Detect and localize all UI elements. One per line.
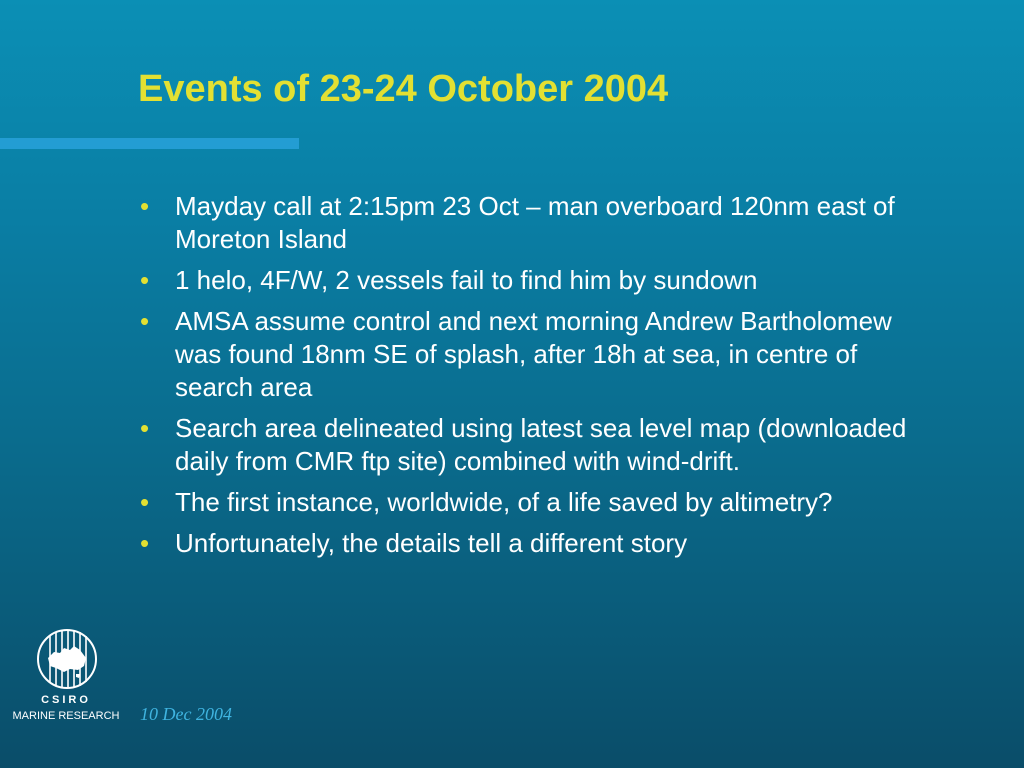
csiro-logo-icon [36, 628, 98, 690]
csiro-logo [10, 628, 122, 728]
bullet-text: Mayday call at 2:15pm 23 Oct – man overboard 120nm east of Moreton Island [175, 191, 895, 254]
bullet-list [138, 190, 938, 568]
bullet-dot-icon: • [140, 413, 150, 443]
bullet-item [138, 412, 938, 478]
bullet-item [138, 527, 938, 560]
bullet-text: Unfortunately, the details tell a different story [175, 528, 688, 558]
bullet-dot-icon: • [140, 191, 150, 221]
slide-date: 10 Dec 2004 [140, 704, 232, 724]
bullet-item [138, 190, 938, 256]
logo-wordmark: CSIRO [41, 694, 91, 706]
bullet-item [138, 264, 938, 297]
logo-subtitle: MARINE RESEARCH [12, 710, 120, 722]
bullet-text: AMSA assume control and next morning Andrew Bartholomew was found 18nm SE of splash, after 18h at sea, in centre of search area [175, 306, 892, 402]
bullet-dot-icon: • [140, 528, 150, 558]
slide-title: Events of 23-24 October 2004 [138, 68, 669, 110]
bullet-text: The first instance, worldwide, of a life saved by altimetry? [175, 487, 833, 517]
bullet-dot-icon: • [140, 487, 150, 517]
bullet-text: Search area delineated using latest sea level map (downloaded daily from CMR ftp site) combined with wind-drift. [175, 413, 907, 476]
title-underline-bar [0, 138, 299, 149]
bullet-item [138, 305, 938, 404]
bullet-item [138, 486, 938, 519]
bullet-dot-icon: • [140, 306, 150, 336]
bullet-dot-icon: • [140, 265, 150, 295]
bullet-text: 1 helo, 4F/W, 2 vessels fail to find him by sundown [175, 265, 758, 295]
